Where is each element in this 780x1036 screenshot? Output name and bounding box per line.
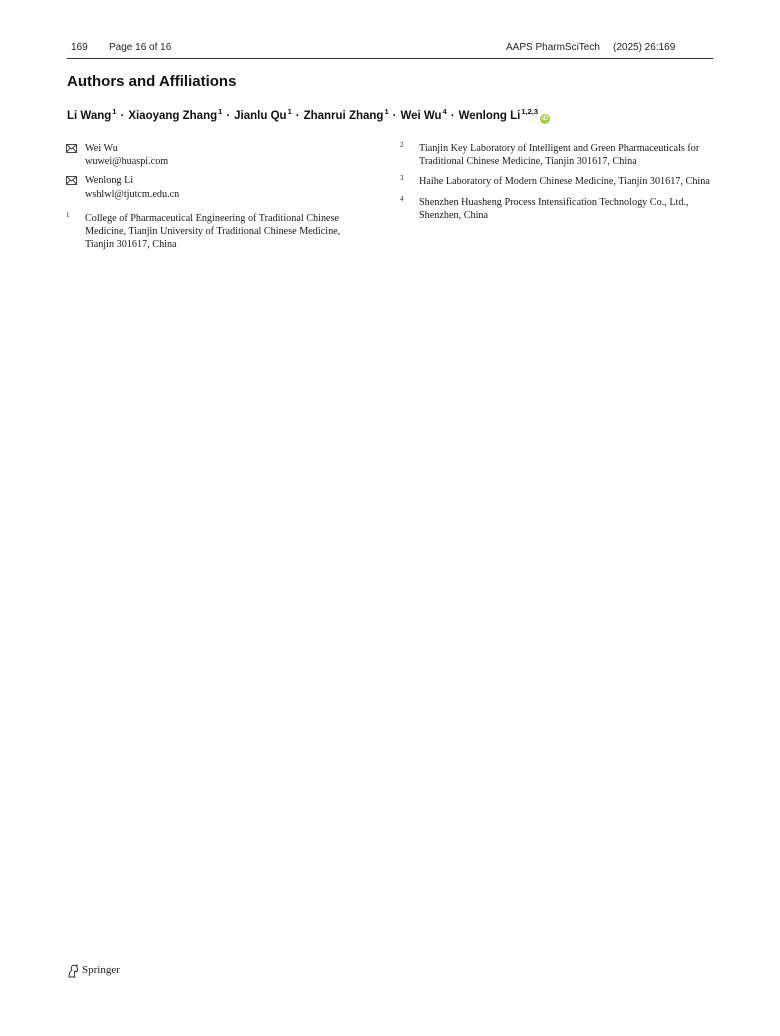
author-separator: · xyxy=(120,110,125,122)
affiliation-number: 1 xyxy=(66,210,70,219)
author-separator: · xyxy=(450,110,455,122)
affiliation-text: College of Pharmaceutical Engineering of Traditional Chinese Medicine, Tianjin University of Traditional Chinese Medicine, Tianjin 301617, China xyxy=(85,212,341,251)
contact-email[interactable]: wuwei@huaspi.com xyxy=(85,156,169,168)
affiliation-entry xyxy=(400,175,710,188)
page-number: 169 xyxy=(71,42,88,53)
author-affiliation-ref: 1 xyxy=(384,107,389,116)
affiliation-number: 4 xyxy=(400,194,404,203)
affiliation-text: Haihe Laboratory of Modern Chinese Medicine, Tianjin 301617, China xyxy=(419,176,710,188)
author-affiliation-ref: 1 xyxy=(218,107,223,116)
affiliations-right-column xyxy=(400,142,710,229)
author-separator: · xyxy=(392,110,397,122)
contact-email[interactable]: wshlwl@tjutcm.edu.cn xyxy=(85,188,180,200)
author-affiliation-ref: 1 xyxy=(287,107,292,116)
section-title: Authors and Affiliations xyxy=(67,73,237,90)
mail-icon xyxy=(66,144,77,153)
orcid-icon[interactable]: iD xyxy=(542,116,549,122)
journal-volume: (2025) 26:169 xyxy=(613,42,676,53)
affiliation-text: Tianjin Key Laboratory of Intelligent and Green Pharmaceuticals for Traditional Chinese Medicine, Tianjin 301617, China xyxy=(419,143,700,168)
contact-name: Wei Wu xyxy=(85,143,118,154)
header-divider xyxy=(67,58,713,59)
author-separator: · xyxy=(226,110,231,122)
mail-icon xyxy=(66,176,77,185)
author-name: Wenlong Li xyxy=(458,110,521,122)
contact-entry xyxy=(66,142,366,168)
affiliation-number: 2 xyxy=(400,141,404,149)
page-header xyxy=(67,42,713,58)
affiliation-entry xyxy=(66,212,366,252)
affiliation-number: 3 xyxy=(400,174,404,183)
journal-name: AAPS PharmSciTech xyxy=(506,42,600,53)
author-name: Zhanrui Zhang xyxy=(303,110,384,122)
springer-horse-icon xyxy=(67,964,79,978)
affiliation-entry xyxy=(400,196,710,222)
author-affiliation-ref: 1 xyxy=(112,107,117,116)
affiliation-text: Shenzhen Huasheng Process Intensification Technology Co., Ltd., Shenzhen, China xyxy=(419,196,689,221)
affiliations-left-column xyxy=(66,142,366,258)
author-name: Li Wang xyxy=(67,110,112,122)
author-affiliation-ref: 1,2,3 xyxy=(521,107,539,116)
author-name: Wei Wu xyxy=(400,110,442,122)
author-name: Xiaoyang Zhang xyxy=(128,110,218,122)
affiliation-entry xyxy=(400,142,710,168)
page-of-label: Page 16 of 16 xyxy=(109,42,172,53)
publisher-logo-text: Springer xyxy=(82,964,120,976)
author-list xyxy=(67,107,727,124)
contact-name: Wenlong Li xyxy=(85,175,134,187)
contact-entry xyxy=(66,174,366,200)
author-name: Jianlu Qu xyxy=(234,110,287,122)
author-affiliation-ref: 4 xyxy=(442,107,447,116)
author-separator: · xyxy=(295,110,300,122)
